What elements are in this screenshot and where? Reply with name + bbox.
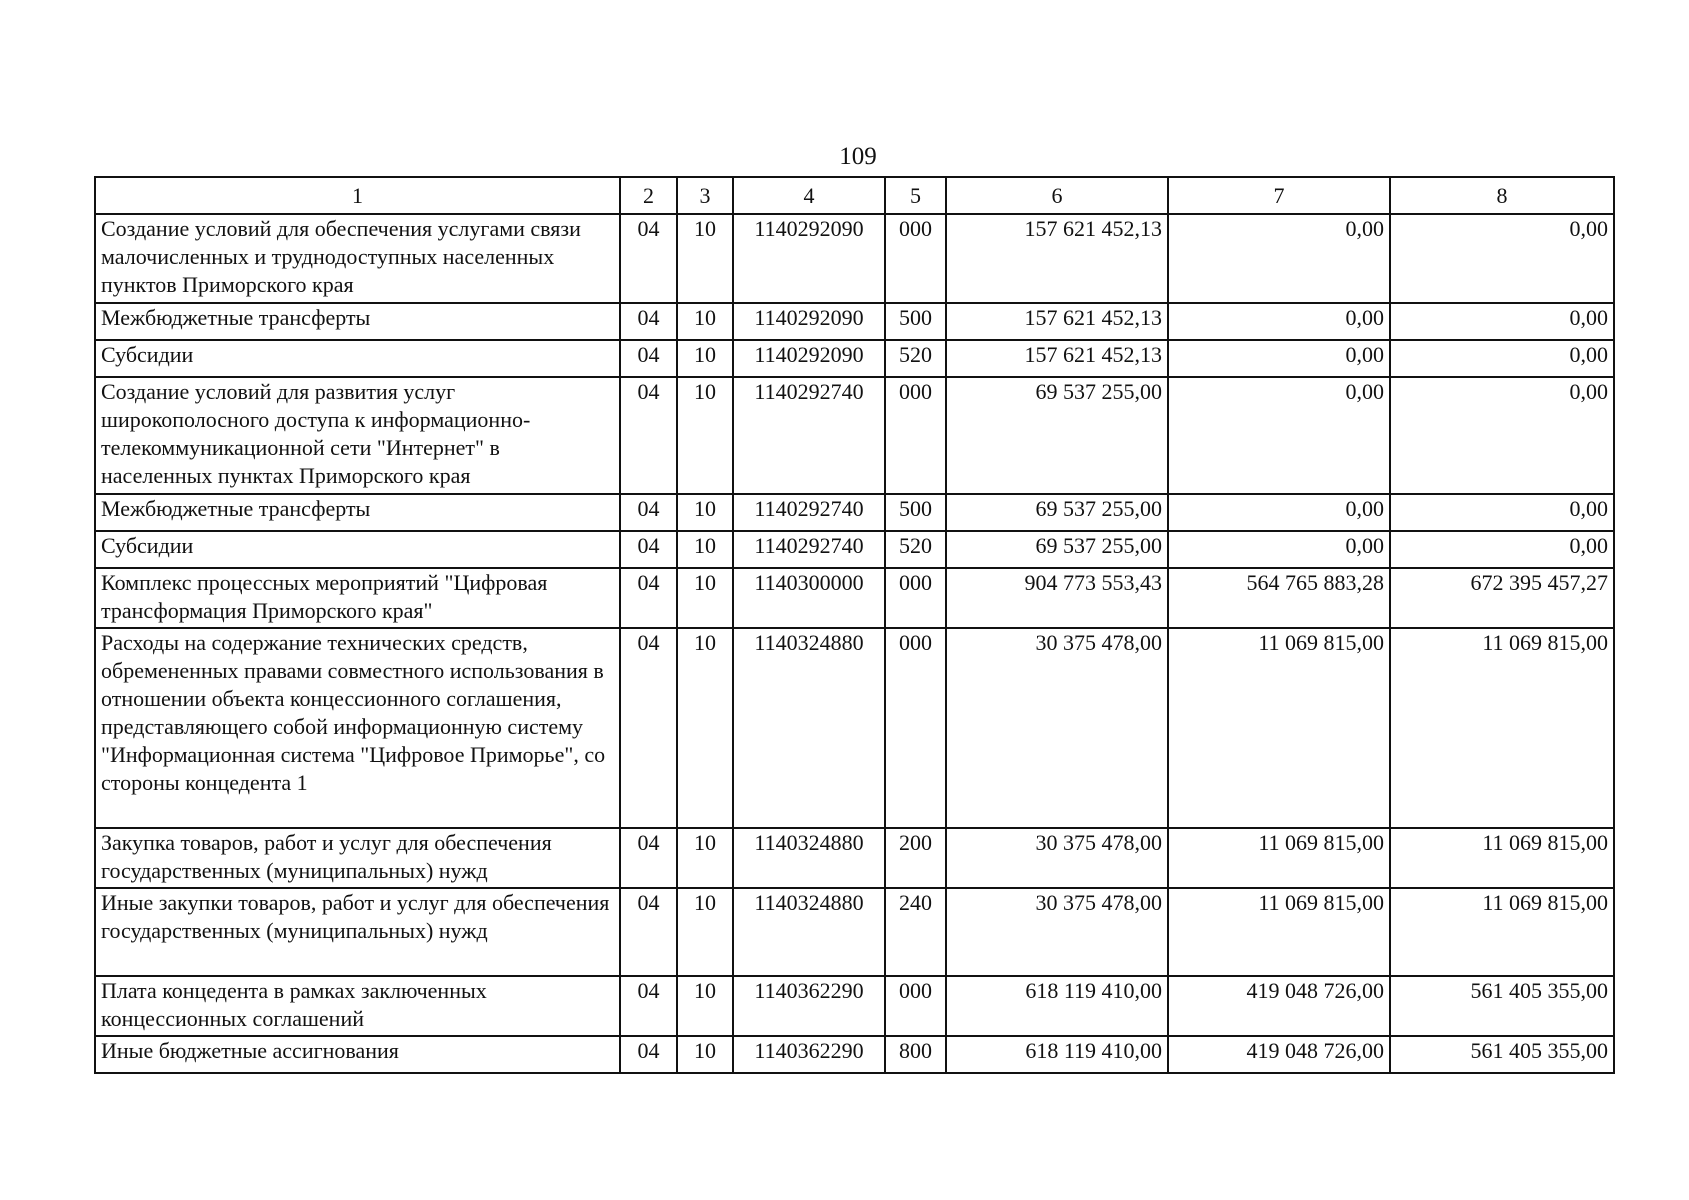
row-subsection: 10 [677, 377, 733, 494]
row-subsection: 10 [677, 568, 733, 628]
row-value-6: 157 621 452,13 [946, 340, 1168, 377]
table-row [95, 976, 1614, 1036]
row-name: Создание условий для обеспечения услугами связи малочисленных и труднодоступных населенных пунктов Приморского края [95, 214, 620, 303]
row-expense-type: 500 [885, 303, 946, 340]
row-value-8: 561 405 355,00 [1390, 976, 1614, 1036]
row-value-7: 0,00 [1168, 531, 1390, 568]
column-header-6: 6 [946, 177, 1168, 214]
row-value-8: 672 395 457,27 [1390, 568, 1614, 628]
row-expense-type: 000 [885, 214, 946, 303]
header-row [95, 177, 1614, 214]
row-value-7: 11 069 815,00 [1168, 628, 1390, 828]
row-value-8: 0,00 [1390, 340, 1614, 377]
row-target-code: 1140292090 [733, 214, 885, 303]
row-expense-type: 500 [885, 494, 946, 531]
table-row [95, 888, 1614, 976]
budget-table [94, 176, 1615, 1074]
row-value-8: 561 405 355,00 [1390, 1036, 1614, 1073]
row-section: 04 [620, 888, 677, 976]
row-value-8: 0,00 [1390, 303, 1614, 340]
row-expense-type: 240 [885, 888, 946, 976]
row-value-7: 0,00 [1168, 214, 1390, 303]
table-row [95, 531, 1614, 568]
row-subsection: 10 [677, 494, 733, 531]
row-expense-type: 520 [885, 340, 946, 377]
row-value-6: 30 375 478,00 [946, 628, 1168, 828]
row-expense-type: 000 [885, 976, 946, 1036]
table-row [95, 340, 1614, 377]
row-value-8: 0,00 [1390, 494, 1614, 531]
row-value-7: 0,00 [1168, 340, 1390, 377]
row-subsection: 10 [677, 1036, 733, 1073]
row-name: Плата концедента в рамках заключенных концессионных соглашений [95, 976, 620, 1036]
row-subsection: 10 [677, 888, 733, 976]
row-value-7: 564 765 883,28 [1168, 568, 1390, 628]
column-header-4: 4 [733, 177, 885, 214]
row-section: 04 [620, 494, 677, 531]
row-name: Субсидии [95, 531, 620, 568]
row-subsection: 10 [677, 976, 733, 1036]
row-value-7: 419 048 726,00 [1168, 1036, 1390, 1073]
table-row [95, 568, 1614, 628]
row-value-7: 419 048 726,00 [1168, 976, 1390, 1036]
row-section: 04 [620, 340, 677, 377]
table-row [95, 214, 1614, 303]
row-value-8: 11 069 815,00 [1390, 828, 1614, 888]
row-section: 04 [620, 628, 677, 828]
table-row [95, 628, 1614, 828]
row-value-6: 157 621 452,13 [946, 303, 1168, 340]
row-target-code: 1140324880 [733, 888, 885, 976]
row-expense-type: 200 [885, 828, 946, 888]
row-target-code: 1140292740 [733, 531, 885, 568]
row-section: 04 [620, 1036, 677, 1073]
row-name: Расходы на содержание технических средств, обремененных правами совместного использования в отношении объекта концессионного соглашения, представляющего собой информационную систему "Информационная система "Цифровое Приморье", со стороны концедента 1 [95, 628, 620, 828]
row-name: Закупка товаров, работ и услуг для обеспечения государственных (муниципальных) нужд [95, 828, 620, 888]
row-value-7: 11 069 815,00 [1168, 888, 1390, 976]
row-section: 04 [620, 828, 677, 888]
row-value-6: 30 375 478,00 [946, 888, 1168, 976]
page-number: 109 [839, 143, 877, 170]
row-target-code: 1140324880 [733, 628, 885, 828]
column-header-3: 3 [677, 177, 733, 214]
row-name: Иные закупки товаров, работ и услуг для обеспечения государственных (муниципальных) нужд [95, 888, 620, 976]
row-expense-type: 520 [885, 531, 946, 568]
table-row [95, 494, 1614, 531]
row-section: 04 [620, 303, 677, 340]
column-header-8: 8 [1390, 177, 1614, 214]
row-subsection: 10 [677, 531, 733, 568]
row-expense-type: 000 [885, 377, 946, 494]
row-name: Межбюджетные трансферты [95, 494, 620, 531]
row-name: Субсидии [95, 340, 620, 377]
row-value-7: 0,00 [1168, 377, 1390, 494]
row-value-7: 11 069 815,00 [1168, 828, 1390, 888]
row-value-6: 618 119 410,00 [946, 1036, 1168, 1073]
table-row [95, 828, 1614, 888]
row-value-8: 0,00 [1390, 377, 1614, 494]
table-row [95, 1036, 1614, 1073]
row-value-6: 69 537 255,00 [946, 377, 1168, 494]
column-header-1: 1 [95, 177, 620, 214]
row-expense-type: 000 [885, 568, 946, 628]
row-subsection: 10 [677, 214, 733, 303]
row-target-code: 1140324880 [733, 828, 885, 888]
row-value-7: 0,00 [1168, 303, 1390, 340]
column-header-7: 7 [1168, 177, 1390, 214]
row-name: Создание условий для развития услуг широкополосного доступа к информационно-телекоммуникационной сети "Интернет" в населенных пунктах Приморского края [95, 377, 620, 494]
table-row [95, 303, 1614, 340]
row-value-6: 69 537 255,00 [946, 494, 1168, 531]
row-expense-type: 000 [885, 628, 946, 828]
row-subsection: 10 [677, 303, 733, 340]
row-value-8: 11 069 815,00 [1390, 888, 1614, 976]
row-section: 04 [620, 568, 677, 628]
row-section: 04 [620, 214, 677, 303]
row-target-code: 1140362290 [733, 976, 885, 1036]
row-target-code: 1140362290 [733, 1036, 885, 1073]
column-header-2: 2 [620, 177, 677, 214]
row-value-8: 11 069 815,00 [1390, 628, 1614, 828]
row-value-6: 904 773 553,43 [946, 568, 1168, 628]
row-target-code: 1140292090 [733, 340, 885, 377]
row-value-6: 618 119 410,00 [946, 976, 1168, 1036]
row-value-6: 69 537 255,00 [946, 531, 1168, 568]
row-section: 04 [620, 377, 677, 494]
row-value-8: 0,00 [1390, 214, 1614, 303]
row-subsection: 10 [677, 340, 733, 377]
row-section: 04 [620, 976, 677, 1036]
row-name: Иные бюджетные ассигнования [95, 1036, 620, 1073]
row-subsection: 10 [677, 828, 733, 888]
row-target-code: 1140292740 [733, 377, 885, 494]
row-value-8: 0,00 [1390, 531, 1614, 568]
row-target-code: 1140292090 [733, 303, 885, 340]
row-value-6: 30 375 478,00 [946, 828, 1168, 888]
row-name: Комплекс процессных мероприятий "Цифровая трансформация Приморского края" [95, 568, 620, 628]
row-value-7: 0,00 [1168, 494, 1390, 531]
row-subsection: 10 [677, 628, 733, 828]
row-section: 04 [620, 531, 677, 568]
row-target-code: 1140292740 [733, 494, 885, 531]
row-value-6: 157 621 452,13 [946, 214, 1168, 303]
row-expense-type: 800 [885, 1036, 946, 1073]
row-target-code: 1140300000 [733, 568, 885, 628]
column-header-5: 5 [885, 177, 946, 214]
table-row [95, 377, 1614, 494]
row-name: Межбюджетные трансферты [95, 303, 620, 340]
